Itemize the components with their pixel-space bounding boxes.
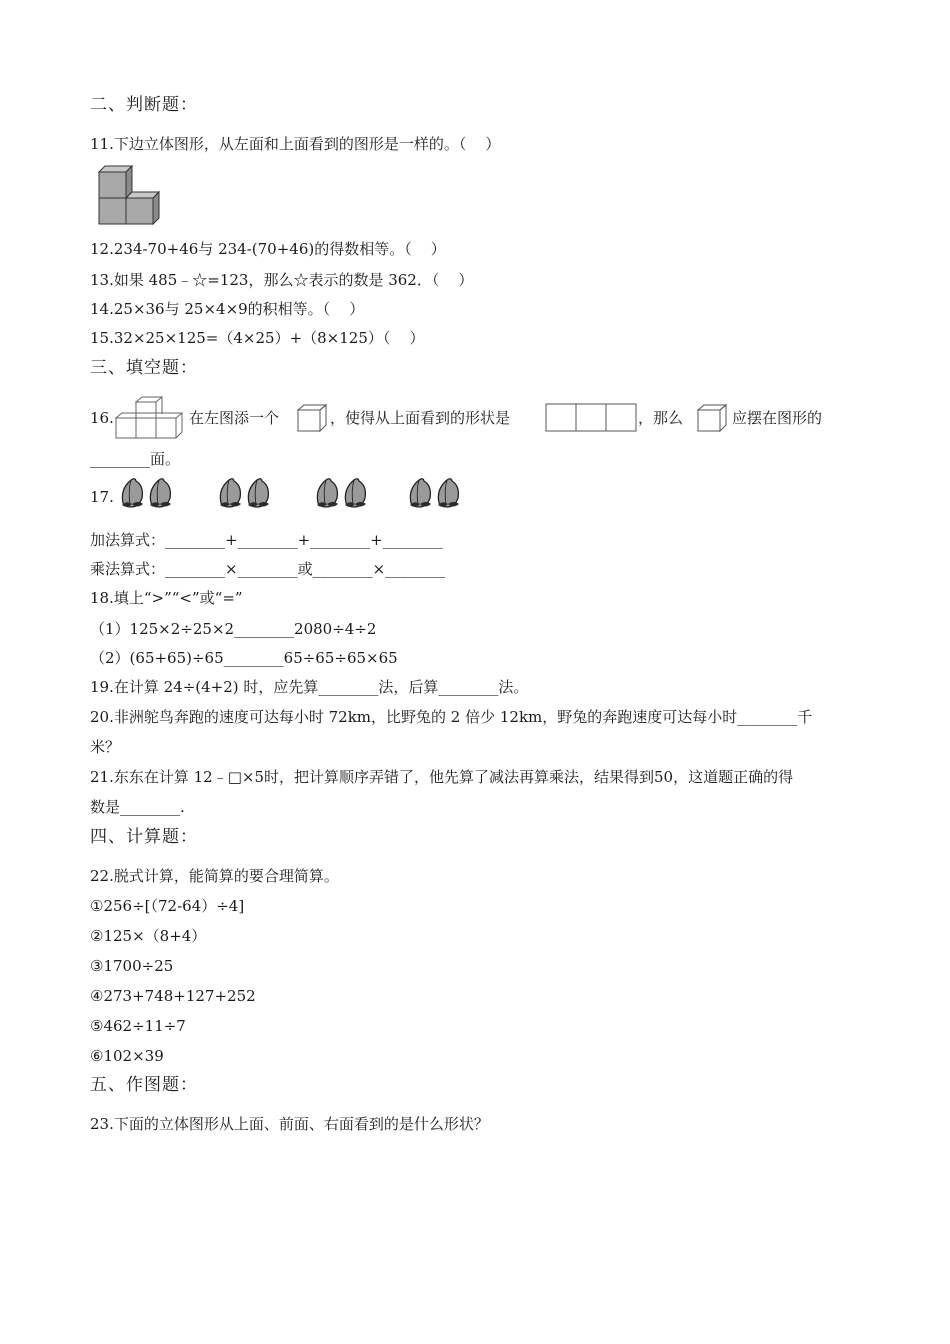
- question-15: 15.32×25×125=（4×25）+（8×125）（ ）: [90, 329, 425, 347]
- question-17-multiplication: 乘法算式：________×________或________×________: [90, 560, 446, 578]
- peach-pair-1: [120, 476, 178, 512]
- question-16-number: 16.: [90, 409, 114, 427]
- calc-item: ⑤462÷11÷7: [90, 1017, 186, 1035]
- question-16-text-2: ，使得从上面看到的形状是: [330, 409, 511, 427]
- section-calc-heading: 四、计算题：: [90, 827, 198, 847]
- section-draw-heading: 五、作图题：: [90, 1075, 198, 1095]
- cube-stack-figure: [96, 163, 166, 229]
- question-19: 19.在计算 24÷(4+2) 时，应先算________法，后算________法。: [90, 678, 529, 696]
- question-16-text-4: 应摆在图形的: [732, 409, 823, 427]
- section-judge-heading: 二、判断题：: [90, 95, 198, 115]
- question-17-number: 17.: [90, 488, 114, 506]
- question-21-line-2: 数是________.: [90, 798, 185, 816]
- calc-item: ④273+748+127+252: [90, 987, 256, 1005]
- question-17-addition: 加法算式：________+________+________+________: [90, 531, 443, 549]
- question-18-b: （2）(65+65)÷65________65÷65÷65×65: [90, 649, 398, 667]
- calc-item: ③1700÷25: [90, 957, 174, 975]
- section-fill-heading: 三、填空题：: [90, 358, 198, 378]
- question-23: 23.下面的立体图形从上面、前面、右面看到的是什么形状？: [90, 1115, 489, 1133]
- question-16-text-5: ________面。: [90, 450, 181, 468]
- question-18-title: 18.填上“>”“<”或“=”: [90, 589, 243, 607]
- question-22-title: 22.脱式计算，能简算的要合理简算。: [90, 867, 339, 885]
- question-20-line-2: 米？: [90, 738, 121, 756]
- single-cube-icon-2: [696, 403, 728, 433]
- question-13: 13.如果 485﹣☆=123，那么☆表示的数是 362．（ ）: [90, 271, 474, 289]
- question-20-line-1: 20.非洲鸵鸟奔跑的速度可达每小时 72km，比野兔的 2 倍少 12km，野兔的奔跑速度可达每小时________千: [90, 708, 813, 726]
- calc-item: ⑥102×39: [90, 1047, 164, 1065]
- question-12: 12.234-70+46与 234-(70+46)的得数相等。（ ）: [90, 240, 446, 258]
- question-11: 11.下边立体图形，从左面和上面看到的图形是一样的。（ ）: [90, 135, 501, 153]
- question-16-text-3: ，那么: [638, 409, 684, 427]
- question-16-text-1: 在左图添一个: [189, 409, 280, 427]
- calc-item: ②125×（8+4）: [90, 927, 207, 945]
- peach-pair-3: [315, 476, 373, 512]
- question-18-a: （1）125×2÷25×2________2080÷4÷2: [90, 620, 377, 638]
- question-14: 14.25×36与 25×4×9的积相等。（ ）: [90, 300, 365, 318]
- peach-pair-4: [408, 476, 466, 512]
- single-cube-icon: [296, 403, 328, 433]
- question-21-line-1: 21.东东在计算 12﹣□×5时，把计算顺序弄错了，他先算了减法再算乘法，结果得到50，这道题正确的得: [90, 768, 794, 786]
- calc-item: ①256÷[（72-64）÷4]: [90, 897, 245, 915]
- peach-pair-2: [218, 476, 276, 512]
- top-view-squares: [545, 403, 637, 433]
- cube-row-figure: [112, 396, 186, 440]
